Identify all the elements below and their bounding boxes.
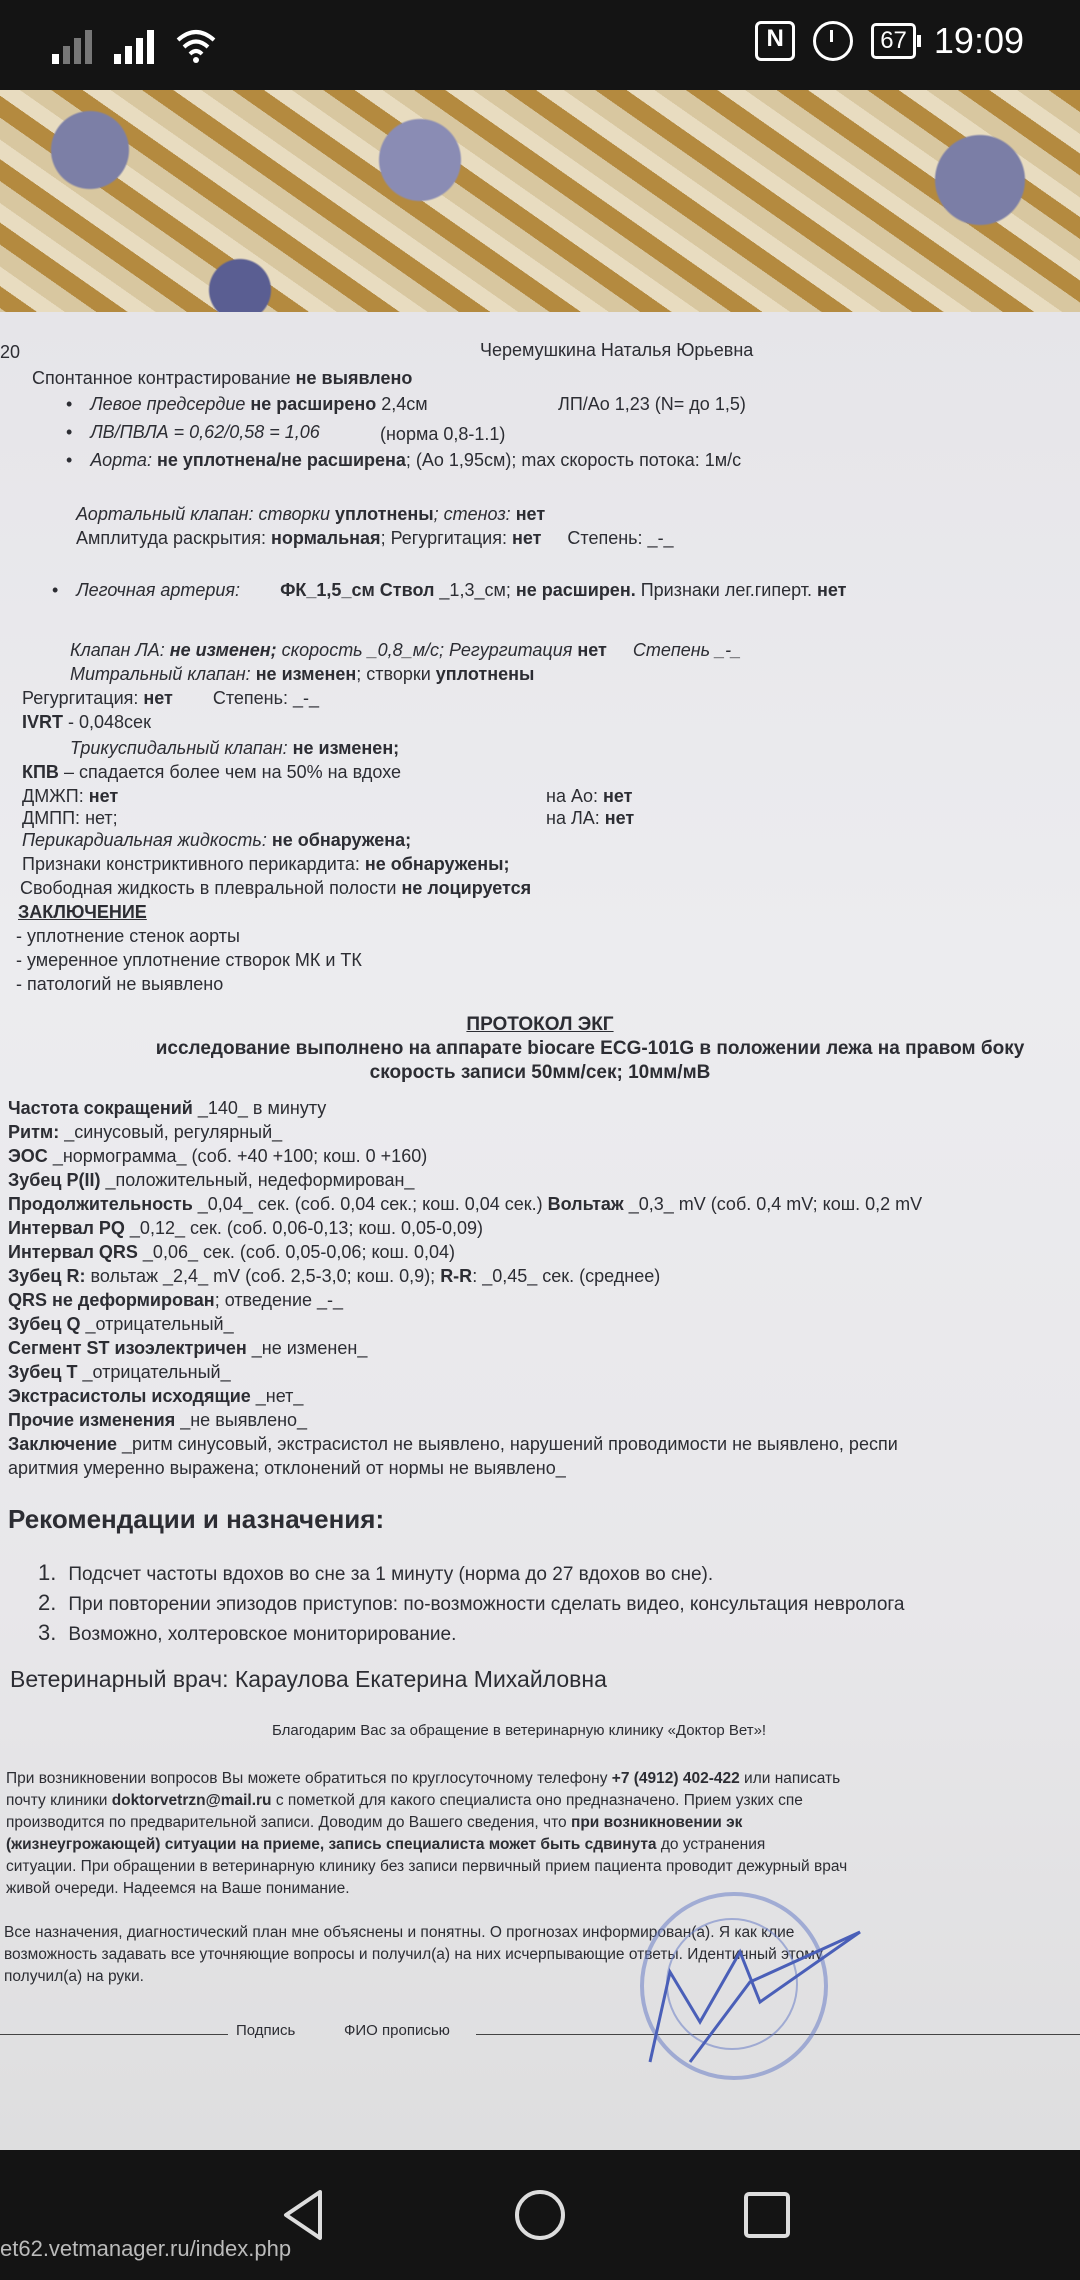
line-dmzhp: ДМЖП: нет (22, 786, 119, 806)
info-line: почту клиники doktorvetrzn@mail.ru с пометкой для какого специалиста оно предназначено. Прием узких спе (6, 1792, 803, 1809)
line-constrictive-pericarditis: Признаки констриктивного перикардита: не обнаружены; (22, 854, 510, 874)
ecg-extrasystoles: Экстрасистолы исходящие _нет_ (8, 1386, 304, 1406)
tablecloth-background (0, 90, 1080, 330)
signal-icon (114, 24, 154, 64)
fio-label: ФИО прописью (344, 2022, 450, 2039)
info-line: ситуации. При обращении в ветеринарную клинику без записи первичный прием пациента проводит дежурный врач (6, 1858, 848, 1875)
consent-line: Все назначения, диагностический план мне объяснены и понятны. О прогнозах информирован(а). Я как клие (4, 1924, 795, 1941)
ecg-qrs-interval: Интервал QRS _0,06_ сек. (соб. 0,05-0,06; кош. 0,04) (8, 1242, 456, 1262)
ecg-subtitle-device: исследование выполнено на аппарате biocare ECG-101G в положении лежа на правом боку (155, 1038, 1025, 1059)
line-lv-pvla: • ЛВ/ПВЛА = 0,62/0,58 = 1,06 (66, 422, 320, 443)
line-tricuspid-valve: Трикуспидальный клапан: не изменен; (70, 738, 400, 758)
signature-label: Подпись (236, 2022, 296, 2039)
recents-icon[interactable] (732, 2180, 802, 2250)
footer-url: et62.vetmanager.ru/index.php (0, 2236, 292, 2261)
line-pleural-fluid: Свободная жидкость в плевральной полости не лоцируется (20, 878, 532, 898)
ecg-other-changes: Прочие изменения _не выявлено_ (8, 1410, 308, 1430)
signal-x-icon (52, 24, 92, 64)
ecg-rhythm: Ритм: _синусовый, регулярный_ (8, 1122, 283, 1142)
line-lv-norm: (норма 0,8-1.1) (380, 424, 506, 444)
ecg-pq-interval: Интервал PQ _0,12_ сек. (соб. 0,06-0,13; кош. 0,05-0,09) (8, 1218, 484, 1238)
signature-line (0, 2034, 228, 2035)
line-aortic-amplitude: Амплитуда раскрытия: нормальная; Регургитация: нет Степень: _-_ (76, 528, 674, 548)
ecg-st-segment: Сегмент ST изоэлектричен _не изменен_ (8, 1338, 368, 1358)
recommendations-title: Рекомендации и назначения: (8, 1504, 385, 1534)
page-number: 20 (0, 342, 21, 362)
conclusion-item: - патологий не выявлено (16, 974, 224, 994)
status-bar (0, 0, 1080, 90)
ecg-p-wave: Зубец P(II) _положительный, недеформирован_ (8, 1170, 415, 1190)
consent-line: получил(а) на руки. (4, 1968, 144, 1985)
line-na-la: на ЛА: нет (546, 808, 635, 828)
thanks-line: Благодарим Вас за обращение в ветеринарную клинику «Доктор Вет»! (272, 1722, 767, 1739)
conclusion-item: - умеренное уплотнение створок МК и ТК (16, 950, 362, 970)
clock: 19:09 (933, 20, 1024, 61)
consent-line: возможность задавать все уточняющие вопросы и получил(а) на них исчерпывающие ответы. Идентичный этому (4, 1946, 823, 1963)
line-pulmonary-valve: Клапан ЛА: не изменен; скорость _0,8_м/с; Регургитация нет Степень _-_ (70, 640, 742, 660)
line-mitral-regurgitation: Регургитация: нет Степень: _-_ (22, 688, 320, 708)
battery-icon (871, 23, 916, 59)
line-na-ao: на Ао: нет (546, 786, 633, 806)
line-mitral-valve: Митральный клапан: не изменен; створки уплотнены (70, 664, 535, 684)
conclusion-title: ЗАКЛЮЧЕНИЕ (18, 902, 147, 922)
ecg-axis: ЭОС _нормограмма_ (соб. +40 +100; кош. 0 +160) (8, 1146, 428, 1166)
ecg-heart-rate: Частота сокращений _140_ в минуту (8, 1098, 327, 1118)
ecg-q-wave: Зубец Q _отрицательный_ (8, 1314, 234, 1334)
document-photo[interactable] (0, 90, 1080, 2150)
info-line: При возникновении вопросов Вы можете обратиться по круглосуточному телефону +7 (4912) 402-422 или написать (6, 1770, 841, 1787)
home-icon[interactable] (505, 2180, 575, 2250)
ecg-p-duration: Продолжительность _0,04_ сек. (соб. 0,04 сек.; кош. 0,04 сек.) Вольтаж _0,3_ mV (соб. 0,4 mV; кош. 0,2 mV (8, 1194, 923, 1214)
ecg-qrs-deformation: QRS не деформирован; отведение _-_ (8, 1290, 344, 1310)
battery-level: 67 (880, 27, 907, 54)
conclusion-item: - уплотнение стенок аорты (16, 926, 240, 946)
line-kpv: КПВ – спадается более чем на 50% на вдохе (22, 762, 402, 782)
ecg-conclusion: Заключение _ритм синусовый, экстрасистол не выявлено, нарушений проводимости не выявлено, респи (8, 1434, 898, 1454)
recommendation-item: 1. Подсчет частоты вдохов во сне за 1 минуту (норма до 27 вдохов во сне). (38, 1560, 714, 1585)
recommendation-item: 3. Возможно, холтеровское мониторирование. (38, 1620, 457, 1645)
patient-name: Черемушкина Наталья Юрьевна (480, 340, 754, 360)
line-dmpp: ДМПП: нет; (22, 808, 118, 828)
info-line: (жизнеугрожающей) ситуации на приеме, запись специалиста может быть сдвинута до устранения (6, 1836, 766, 1853)
info-line: живой очереди. Надеемся на Ваше понимание. (6, 1880, 350, 1897)
line-ivrt: IVRT - 0,048сек (22, 712, 151, 732)
recommendation-item: 2. При повторении эпизодов приступов: по-возможности сделать видео, консультация невролога (38, 1590, 905, 1615)
line-pericardial-fluid: Перикардиальная жидкость: не обнаружена; (22, 830, 412, 850)
wifi-icon (176, 28, 216, 64)
line-la-ao: ЛП/Ао 1,23 (N= до 1,5) (558, 394, 746, 414)
line-contrast: Спонтанное контрастирование не выявлено (32, 368, 413, 388)
line-left-atrium: • Левое предсердие не расширено 2,4см (66, 394, 428, 415)
ecg-title: ПРОТОКОЛ ЭКГ (466, 1014, 614, 1035)
line-aortic-valve: Аортальный клапан: створки уплотнены; стеноз: нет (76, 504, 546, 524)
ecg-subtitle-speed: скорость записи 50мм/сек; 10мм/мВ (369, 1062, 711, 1083)
info-line: производится по предварительной записи. Доводим до Вашего сведения, что при возникновении эк (6, 1814, 743, 1831)
nfc-icon: N (755, 21, 795, 61)
ecg-conclusion-cont: аритмия умеренно выражена; отклонений от нормы не выявлено_ (8, 1458, 566, 1478)
alarm-icon (813, 21, 853, 61)
vet-doctor: Ветеринарный врач: Караулова Екатерина Михайловна (10, 1666, 607, 1692)
line-aorta: • Аорта: не уплотнена/не расширена; (Ао 1,95см); max скорость потока: 1м/с (66, 450, 741, 471)
vet-report-page (0, 312, 1080, 2150)
line-pulmonary-artery: • Легочная артерия: ФК_1,5_см Ствол _1,3_см; не расширен. Признаки лег.гиперт. нет (52, 580, 846, 601)
ecg-t-wave: Зубец T _отрицательный_ (8, 1362, 231, 1382)
doctor-signature (630, 1912, 870, 2072)
ecg-r-wave: Зубец R: вольтаж _2,4_ mV (соб. 2,5-3,0; кош. 0,9); R-R: _0,45_ сек. (среднее) (8, 1266, 661, 1286)
